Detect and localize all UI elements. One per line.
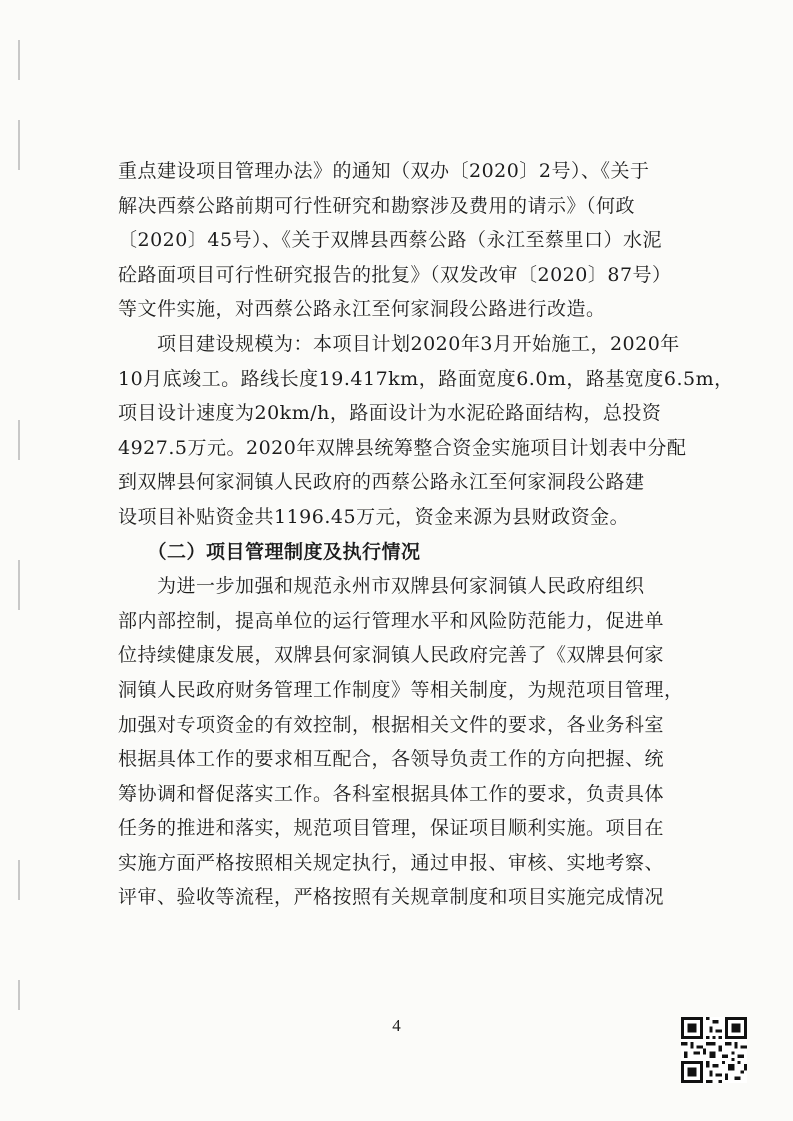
binding-mark	[18, 980, 20, 1010]
text-line: 砼路面项目可行性研究报告的批复》（双发改审〔2020〕87号）	[118, 263, 672, 286]
binding-mark	[18, 560, 20, 610]
text-line: 评审、验收等流程，严格按照有关规章制度和项目实施完成情况	[118, 886, 665, 909]
text-line: 实施方面严格按照相关规定执行，通过申报、审核、实地考察、	[118, 851, 665, 874]
text-line: 根据具体工作的要求相互配合，各领导负责工作的方向把握、统	[118, 748, 665, 771]
text-line: 解决西蔡公路前期可行性研究和勘察涉及费用的请示》（何政	[118, 194, 636, 217]
binding-mark	[18, 860, 20, 900]
page-number: 4	[392, 1016, 401, 1035]
text-line: 加强对专项资金的有效控制，根据相关文件的要求，各业务科室	[118, 713, 665, 736]
text-line: 任务的推进和落实，规范项目管理，保证项目顺利实施。项目在	[118, 817, 665, 840]
text-line: 10月底竣工。路线长度19.417km，路面宽度6.0m，路基宽度6.5m，	[118, 367, 734, 390]
body-text	[118, 154, 734, 915]
text-line: 筹协调和督促落实工作。各科室根据具体工作的要求，负责具体	[118, 782, 665, 805]
text-line: 项目建设规模为：本项目计划2020年3月开始施工，2020年	[118, 332, 680, 355]
text-line: 设项目补贴资金共1196.45万元，资金来源为县财政资金。	[118, 505, 630, 528]
text-line: 位持续健康发展，双牌县何家洞镇人民政府完善了《双牌县何家	[118, 644, 665, 667]
text-line: 〔2020〕45号）、《关于双牌县西蔡公路（永江至蔡里口）水泥	[118, 229, 663, 252]
binding-mark	[18, 120, 20, 170]
text-line: 项目设计速度为20km/h，路面设计为水泥砼路面结构，总投资	[118, 402, 662, 425]
qr-code-icon	[681, 1017, 747, 1083]
text-line: 洞镇人民政府财务管理工作制度》等相关制度，为规范项目管理，	[118, 678, 684, 701]
text-line: 4927.5万元。2020年双牌县统筹整合资金实施项目计划表中分配	[118, 436, 687, 459]
binding-mark	[18, 420, 20, 460]
text-line: 等文件实施，对西蔡公路永江至何家洞段公路进行改造。	[118, 298, 606, 321]
section-heading: （二）项目管理制度及执行情况	[118, 540, 421, 563]
text-line: 部内部控制，提高单位的运行管理水平和风险防范能力，促进单	[118, 609, 665, 632]
text-line: 重点建设项目管理办法》的通知（双办〔2020〕2号）、《关于	[118, 160, 650, 182]
text-line: 到双牌县何家洞镇人民政府的西蔡公路永江至何家洞段公路建	[118, 471, 645, 494]
text-line: 为进一步加强和规范永州市双牌县何家洞镇人民政府组织	[118, 575, 645, 598]
binding-mark	[18, 40, 20, 80]
